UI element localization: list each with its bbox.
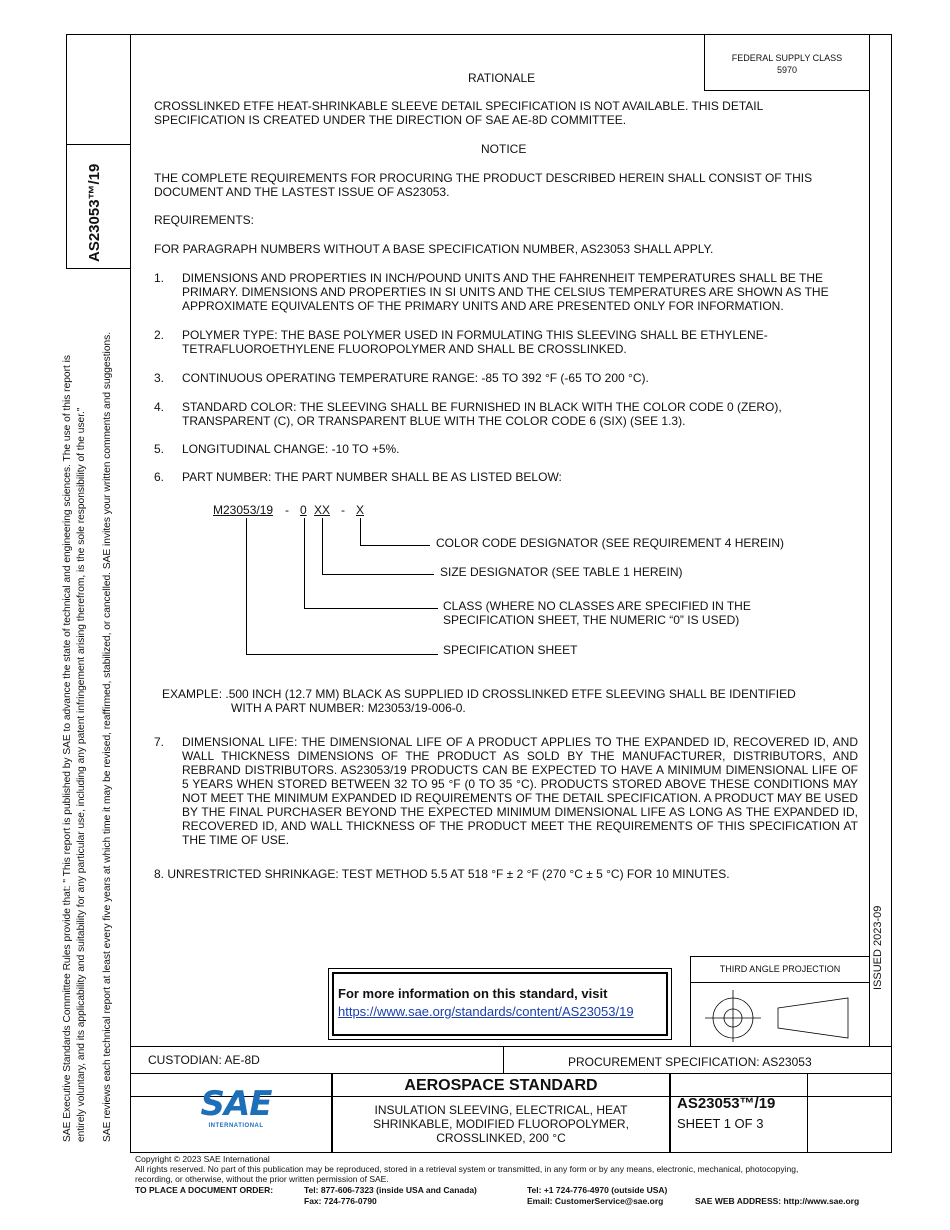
footer-copyright: Copyright © 2023 SAE International [135, 1154, 270, 1164]
projection-box-top [690, 956, 870, 957]
footer-tel-intl: Tel: +1 724-776-4970 (outside USA) [527, 1185, 668, 1195]
leader-color-v [360, 518, 361, 546]
side-disclaimer-line3: SAE reviews each technical report at least every five years at which time it may be revised, reaffirmed, stabilized, or cancelled. SAE invites your written comments and suggestions. [102, 331, 113, 1142]
rationale-text: CROSSLINKED ETFE HEAT-SHRINKABLE SLEEVE DETAIL SPECIFICATION IS NOT AVAILABLE. THIS DETAIL SPECIFICATION IS CREATED UNDER THE DIRECTION OF SAE AE-8D COMMITTEE. [154, 99, 763, 127]
callout-class-line1: CLASS (WHERE NO CLASSES ARE SPECIFIED IN THE [443, 599, 751, 613]
footer-tel-us: Tel: 877-606-7323 (inside USA and Canada) [304, 1185, 477, 1195]
frame-right-outer [891, 34, 892, 1097]
sae-logo-subtext: INTERNATIONAL [208, 1123, 264, 1129]
titleblock-v-custodian [503, 1046, 504, 1074]
side-doc-id: AS23053™/19 [86, 163, 103, 262]
frame-left-column-rule [130, 34, 131, 1097]
leader-size-h [322, 574, 434, 575]
frame-top [66, 34, 892, 35]
titleblock-right [891, 1096, 892, 1153]
item-4-text: STANDARD COLOR: THE SLEEVING SHALL BE FURNISHED IN BLACK WITH THE COLOR CODE 0 (ZERO), TRANSPARENT (C), OR TRANSPARENT BLUE WITH THE COLOR CODE 6 (SIX) (SEE 1.3). [182, 400, 782, 428]
title-line1: INSULATION SLEEVING, ELECTRICAL, HEAT [374, 1103, 628, 1117]
leader-size-v [322, 518, 323, 575]
callout-color-code: COLOR CODE DESIGNATOR (SEE REQUIREMENT 4 HEREIN) [436, 536, 785, 550]
notice-text: THE COMPLETE REQUIREMENTS FOR PROCURING THE PRODUCT DESCRIBED HEREIN SHALL CONSIST OF THIS DOCUMENT AND THE LASTEST ISSUE OF AS23053. [154, 171, 813, 199]
item-7-num: 7. [154, 735, 165, 749]
pn-dash-2: - [341, 503, 345, 517]
item-5-text: LONGITUDINAL CHANGE: -10 TO +5%. [182, 442, 400, 456]
procurement-spec: PROCUREMENT SPECIFICATION: AS23053 [568, 1055, 812, 1069]
footer-order-label: TO PLACE A DOCUMENT ORDER: [135, 1185, 274, 1195]
title-line2: SHRINKABLE, MODIFIED FLUOROPOLYMER, [373, 1117, 629, 1131]
frame-left [66, 34, 67, 269]
frame-right-inner [869, 34, 870, 1046]
item-3-text: CONTINUOUS OPERATING TEMPERATURE RANGE: -85 TO 392 °F (-65 TO 200 °C). [182, 371, 649, 385]
requirements-intro: FOR PARAGRAPH NUMBERS WITHOUT A BASE SPECIFICATION NUMBER, AS23053 SHALL APPLY. [154, 242, 714, 256]
example-line1: EXAMPLE: .500 INCH (12.7 MM) BLACK AS SUPPLIED ID CROSSLINKED ETFE SLEEVING SHALL BE IDENTIFIED [162, 687, 796, 701]
footer-rights1: All rights reserved. No part of this publication may be reproduced, stored in a retrieval system or transmitted, in any form or by any means, electronic, mechanical, photocopying, [135, 1164, 799, 1174]
projection-box-divider [690, 982, 870, 983]
item-1-text: DIMENSIONS AND PROPERTIES IN INCH/POUND UNITS AND THE FAHRENHEIT TEMPERATURES SHALL BE THE PRIMARY. DIMENSIONS AND PROPERTIES IN SI UNITS AND THE CELSIUS TEMPERATURES ARE SHOWN AS THE APPROXIMATE EQUIVALENTS OF THE PRIMARY UNITS AND ARE PRESENTED ONLY FOR INFORMATION. [182, 271, 829, 313]
fsc-box-bottom [704, 90, 870, 91]
sae-logo-text: SAE [200, 1084, 272, 1124]
sae-logo [196, 1086, 276, 1136]
standard-type: AEROSPACE STANDARD [404, 1077, 598, 1094]
pn-color: X [356, 503, 365, 517]
projection-label: THIRD ANGLE PROJECTION [719, 964, 841, 974]
sheet-number: SHEET 1 OF 3 [677, 1116, 764, 1131]
callout-class-line2: SPECIFICATION SHEET, THE NUMERIC “0” IS USED) [443, 613, 740, 627]
doc-number: AS23053™/19 [677, 1095, 776, 1112]
title-line3: CROSSLINKED, 200 °C [436, 1131, 566, 1145]
leader-spec-h [246, 654, 438, 655]
side-disclaimer-line2: entirely voluntary, and its applicability and suitability for any particular use, including any patent infringement arising therefrom, is the sole responsibility of the user." [76, 407, 87, 1142]
callout-spec-sheet: SPECIFICATION SHEET [443, 643, 578, 657]
item-6-num: 6. [154, 470, 165, 484]
info-box-title: For more information on this standard, visit [338, 986, 608, 1001]
footer-email[interactable]: Email: CustomerService@sae.org [527, 1196, 664, 1206]
pn-base: M23053/19 [213, 503, 274, 517]
example-line2: WITH A PART NUMBER: M23053/19-006-0. [231, 701, 466, 715]
leader-spec-v [246, 518, 247, 655]
federal-supply-class-label: FEDERAL SUPPLY CLASS [731, 53, 843, 63]
footer-fax: Fax: 724-776-0790 [304, 1196, 377, 1206]
titleblock-left [130, 1096, 131, 1153]
item-3-num: 3. [154, 371, 165, 385]
footer-web[interactable]: SAE WEB ADDRESS: http://www.sae.org [695, 1196, 860, 1206]
item-6-text: PART NUMBER: THE PART NUMBER SHALL BE AS LISTED BELOW: [182, 470, 562, 484]
sidebox-divider-1 [66, 144, 130, 145]
titleblock-top [130, 1046, 892, 1047]
federal-supply-class-value: 5970 [776, 65, 798, 75]
pn-size: XX [314, 503, 331, 517]
leader-color-h [360, 545, 430, 546]
custodian: CUSTODIAN: AE-8D [148, 1053, 260, 1067]
pn-class: 0 [300, 503, 307, 517]
side-disclaimer-line1: SAE Executive Standards Committee Rules provide that: " This report is published by SAE to advance the state of technical and engineering sciences. The use of this report is [62, 355, 73, 1142]
footer-rights2: recording, or otherwise, without the prior written permission of SAE. [135, 1174, 389, 1184]
sidebox-divider-2 [66, 268, 130, 269]
projection-symbol-icon [696, 988, 864, 1044]
leader-class-h [304, 608, 438, 609]
pn-dash-1: - [285, 503, 289, 517]
titleblock-v-number [807, 1073, 808, 1153]
titleblock-lower-bottom [130, 1152, 892, 1153]
rationale-title: RATIONALE [468, 71, 536, 85]
item-2-text: POLYMER TYPE: THE BASE POLYMER USED IN FORMULATING THIS SLEEVING SHALL BE ETHYLENE-TETRAFLUOROETHYLENE FLUOROPOLYMER AND SHALL BE CROSSLINKED. [182, 328, 768, 356]
item-4-num: 4. [154, 400, 165, 414]
titleblock-row-divider [130, 1073, 892, 1074]
projection-frustum [778, 998, 848, 1038]
titleblock-v-title [669, 1073, 671, 1153]
info-box-url-link[interactable]: https://www.sae.org/standards/content/AS23053/19 [338, 1004, 634, 1019]
item-1-num: 1. [154, 271, 165, 285]
item-5-num: 5. [154, 442, 165, 456]
item-2-num: 2. [154, 328, 165, 342]
leader-class-v [304, 518, 305, 609]
item-7-text: DIMENSIONAL LIFE: THE DIMENSIONAL LIFE OF A PRODUCT APPLIES TO THE EXPANDED ID, RECOVERED ID, AND WALL THICKNESS DIMENSIONS OF THE PRODUCT AS SOLD BY THE MANUFACTURER, DISTRIBUTORS, AND REBRAND DISTRIBUTORS. AS23053/19 PRODUCTS CAN BE EXPECTED TO HAVE A MINIMUM DIMENSIONAL LIFE OF 5 YEARS WHEN STORED BETWEEN 32 TO 95 °F (0 TO 35 °C). PRODUCTS STORED ABOVE THESE CONDITIONS MAY NOT MEET THE MINIMUM EXPANDED ID REQUIREMENTS OF THE DETAIL SPECIFICATION. A PRODUCT MAY BE USED BY THE FINAL PURCHASER BEYOND THE EXPECTED MINIMUM DIMENSIONAL LIFE AS LONG AS THE EXPANDED ID, RECOVERED ID, AND WALL THICKNESS OF THE PRODUCT MEET THE REQUIREMENTS OF THIS SPECIFICATION AT THE TIME OF USE. [182, 735, 858, 847]
callout-size: SIZE DESIGNATOR (SEE TABLE 1 HEREIN) [440, 565, 683, 579]
titleblock-std-underline [333, 1096, 669, 1097]
notice-title: NOTICE [481, 142, 527, 156]
requirements-title: REQUIREMENTS: [154, 213, 255, 227]
side-issued-date: ISSUED 2023-09 [872, 905, 884, 990]
item-8-text: 8. UNRESTRICTED SHRINKAGE: TEST METHOD 5.5 AT 518 °F ± 2 °F (270 °C ± 5 °C) FOR 10 MINUTES. [154, 867, 730, 881]
